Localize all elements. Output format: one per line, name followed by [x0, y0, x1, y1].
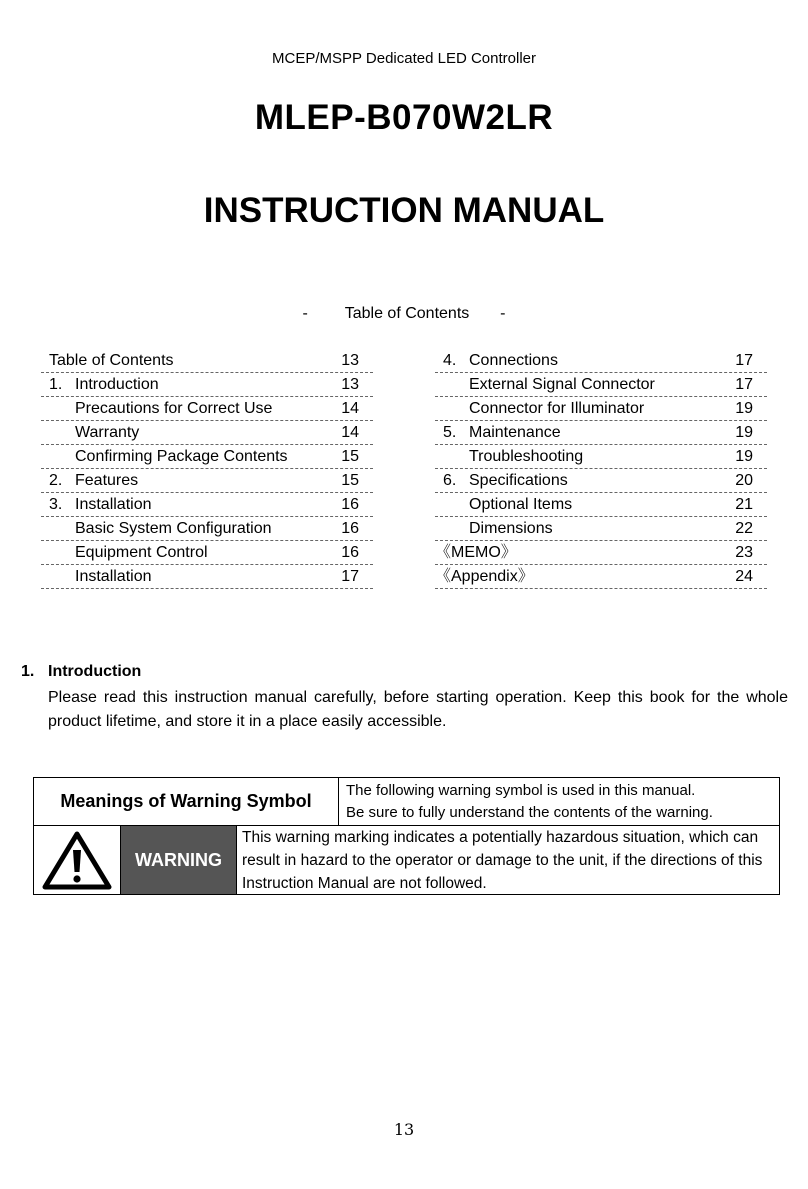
- page-number: 13: [393, 1120, 415, 1139]
- toc-entry-number: 2.: [49, 472, 63, 489]
- toc-entry[interactable]: [41, 373, 373, 397]
- warning-badge: WARNING: [121, 826, 237, 894]
- toc-heading: [0, 305, 808, 323]
- toc-entry-page: 15: [341, 448, 359, 465]
- warning-description: This warning marking indicates a potentially hazardous situation, which can result in hazard to the operator or damage to the unit, if the directions of this Instruction Manual are not followed.: [242, 829, 763, 892]
- toc-entry-label: Introduction: [75, 376, 159, 393]
- toc-entry[interactable]: [435, 541, 767, 565]
- toc-entry-page: 16: [341, 544, 359, 561]
- toc-entry-label: Troubleshooting: [469, 448, 584, 465]
- toc-entry-page: 20: [735, 472, 753, 489]
- toc-entry-label: Table of Contents: [49, 352, 174, 369]
- warning-table-title: Meanings of Warning Symbol: [34, 778, 339, 825]
- toc-entry-page: 22: [735, 520, 753, 537]
- toc-entry[interactable]: [435, 469, 767, 493]
- toc-entry-label: Optional Items: [469, 496, 573, 513]
- toc-entry-label: Confirming Package Contents: [75, 448, 288, 465]
- toc-entry-page: 17: [735, 376, 753, 393]
- toc-entry-page: 16: [341, 520, 359, 537]
- toc-entry-page: 17: [341, 568, 359, 585]
- toc-entry[interactable]: [41, 541, 373, 565]
- toc-entry-label: Features: [75, 472, 139, 489]
- toc-entry-page: 15: [341, 472, 359, 489]
- toc-entry-number: 1.: [49, 376, 63, 393]
- toc-entry-label: Basic System Configuration: [75, 520, 272, 537]
- toc-entry[interactable]: [435, 373, 767, 397]
- toc-entry-number: 4.: [443, 352, 457, 369]
- toc-entry-page: 19: [735, 448, 753, 465]
- toc-entry-page: 13: [341, 376, 359, 393]
- toc-entry-label: Warranty: [75, 424, 140, 441]
- toc-entry-page: 17: [735, 352, 753, 369]
- toc-heading-label: Table of Contents: [344, 305, 470, 322]
- toc-entry-label: Specifications: [469, 472, 568, 489]
- toc-entry[interactable]: [435, 493, 767, 517]
- toc-entry[interactable]: [41, 397, 373, 421]
- toc-entry-page: 16: [341, 496, 359, 513]
- toc-entry-label: Equipment Control: [75, 544, 208, 561]
- toc-heading-dash-right: -: [500, 305, 506, 322]
- toc-entry[interactable]: [41, 517, 373, 541]
- toc-entry-label: 《MEMO》: [435, 544, 517, 561]
- section-title: Introduction: [48, 663, 142, 680]
- toc-entry-page: 19: [735, 424, 753, 441]
- section-number: 1.: [21, 663, 35, 680]
- toc-entry[interactable]: [41, 469, 373, 493]
- toc-entry-label: Maintenance: [469, 424, 561, 441]
- toc-entry-label: Connections: [469, 352, 558, 369]
- warning-triangle-icon: [34, 826, 121, 894]
- section-heading-introduction: [21, 663, 141, 681]
- toc-entry-label: External Signal Connector: [469, 376, 655, 393]
- toc-entry-page: 19: [735, 400, 753, 417]
- toc-entry-page: 14: [341, 424, 359, 441]
- document-title: INSTRUCTION MANUAL: [203, 191, 605, 230]
- document-subtitle: MCEP/MSPP Dedicated LED Controller: [272, 50, 536, 67]
- warning-table-note: [346, 780, 776, 824]
- toc-entry-page: 24: [735, 568, 753, 585]
- toc-column-left: [41, 349, 373, 589]
- toc-entry-label: 《Appendix》: [435, 568, 534, 585]
- toc-entry-label: Dimensions: [469, 520, 553, 537]
- toc-entry-page: 21: [735, 496, 753, 513]
- toc-entry[interactable]: [435, 517, 767, 541]
- toc-entry[interactable]: [435, 349, 767, 373]
- model-name: MLEP-B070W2LR: [254, 98, 554, 137]
- toc-entry[interactable]: [41, 565, 373, 589]
- introduction-paragraph: Please read this instruction manual carefully, before starting operation. Keep this book for the whole product lifetime, and store it in a place easily accessible.: [48, 689, 788, 730]
- toc-heading-dash-left: -: [302, 305, 308, 322]
- toc-entry[interactable]: [435, 565, 767, 589]
- toc-entry-page: 13: [341, 352, 359, 369]
- warning-table-header-row: [34, 778, 779, 826]
- toc-entry-number: 3.: [49, 496, 63, 513]
- toc-entry-page: 23: [735, 544, 753, 561]
- toc-entry[interactable]: [435, 397, 767, 421]
- toc-entry-label: Installation: [75, 568, 152, 585]
- toc-entry-number: 6.: [443, 472, 457, 489]
- toc-column-right: [435, 349, 767, 589]
- toc-entry-label: Installation: [75, 496, 152, 513]
- toc-entry-label: Connector for Illuminator: [469, 400, 645, 417]
- warning-symbol-table: [33, 777, 780, 895]
- toc-entry[interactable]: [435, 445, 767, 469]
- warning-table-note-line: Be sure to fully understand the contents of the warning.: [346, 804, 713, 821]
- toc-entry[interactable]: [435, 421, 767, 445]
- toc-entry[interactable]: [41, 349, 373, 373]
- toc-entry-number: 5.: [443, 424, 457, 441]
- warning-table-note-line: The following warning symbol is used in this manual.: [346, 782, 696, 799]
- toc-entry[interactable]: [41, 445, 373, 469]
- toc-entry-page: 14: [341, 400, 359, 417]
- toc-entry[interactable]: [41, 493, 373, 517]
- toc-entry-label: Precautions for Correct Use: [75, 400, 273, 417]
- toc-entry[interactable]: [41, 421, 373, 445]
